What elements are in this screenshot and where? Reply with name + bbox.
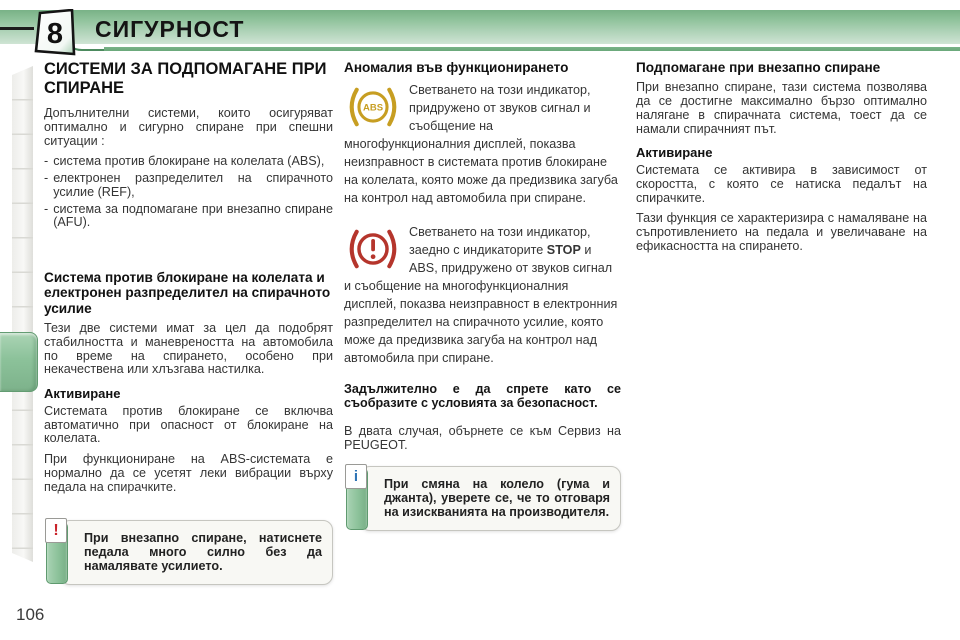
- activation-paragraph: Системата се активира в зависимост от скоростта, с която се натиска педалът на спирачките.: [636, 163, 927, 205]
- abs-warning-lamp-icon: [344, 82, 402, 132]
- sidebar-active-chapter-tab[interactable]: [0, 332, 38, 392]
- chapter-title: СИГУРНОСТ: [95, 16, 245, 42]
- warning-note-box: [53, 520, 333, 584]
- ref-text-after-stop: и ABS, придружено от звуков сигнал и съобщение на многофункционалния дисплей, показва неизправност в електронния разпределител на спирачното усилие, която може да предизвика загуба на контрол над автомобила при спиране.: [344, 243, 618, 366]
- list-item: [44, 155, 333, 169]
- info-note-box: [353, 466, 621, 530]
- activation-title: Активиране: [636, 145, 713, 161]
- header-underline: [104, 47, 960, 51]
- emergency-braking-title: Подпомагане при внезапно спиране: [636, 60, 881, 75]
- brake-warning-lamp-icon: [344, 224, 402, 274]
- brake-indicator-block: [344, 223, 621, 367]
- chapter-number: 8: [46, 18, 64, 50]
- list-item-text: система за подпомагане при внезапно спиране (AFU).: [53, 201, 333, 230]
- warning-note-text: При внезапно спиране, натиснете педала много силно без да намалявате усилието.: [84, 531, 322, 574]
- exclamation-glyph: !: [53, 521, 59, 539]
- chapter-number-badge: [32, 9, 76, 59]
- column-middle: [344, 60, 621, 531]
- abs-indicator-block: [344, 81, 621, 207]
- info-glyph: i: [353, 468, 359, 486]
- list-item-text: електронен разпределител на спирачното усилие (REF),: [53, 171, 333, 199]
- section-title: СИСТЕМИ ЗА ПОДПОМАГАНЕ ПРИ СПИРАНЕ: [44, 60, 327, 97]
- column-right: [636, 60, 927, 261]
- mandatory-stop-text: Задължително е да спрете като се съобразите с условията за безопасност.: [344, 382, 621, 411]
- activation-title: Активиране: [44, 385, 121, 401]
- subsection-title: Система против блокиране на колелата и електронен разпределител на спирачното усилие: [44, 270, 331, 316]
- page-number: 106: [16, 605, 45, 624]
- column-left: [44, 60, 333, 585]
- list-item: [44, 203, 333, 230]
- abs-lamp-label: ABS: [362, 102, 384, 114]
- subsection-body: Тези две системи имат за цел да подобрят стабилността и маневреността на автомобила по време на спирането, особено при некачествена или хлъзгава настилка.: [44, 321, 333, 377]
- info-note-text: При смяна на колело (гума и джанта), уверете се, че то отговаря на изискванията на производителя.: [384, 477, 610, 520]
- abs-indicator-text: Светването на този индикатор, придружено от звуков сигнал и съобщение на многофункционалния дисплей, показва неизправност в системата против блокиране на колелата, която може да предизвика загуба на контрол над автомобила при спиране.: [344, 83, 618, 206]
- list-item: [44, 172, 333, 199]
- warning-icon: [45, 518, 67, 543]
- contact-dealer-text: В двата случая, обърнете се към Сервиз на PEUGEOT.: [344, 423, 621, 452]
- intro-paragraph: Допълнителни системи, които осигуряват оптимално и сигурно спиране при спешни ситуации :: [44, 106, 333, 148]
- bullet-dash: -: [44, 154, 49, 169]
- activation-paragraph: Тази функция се характеризира с намаляване на съпротивлението на педала и увеличаване на ефикасността на спирането.: [636, 211, 927, 253]
- activation-paragraph: Системата против блокиране се включва автоматично при опасност от блокиране на колелата.: [44, 403, 333, 446]
- emergency-braking-intro: При внезапно спиране, тази система позволява да се достигне максимално бързо оптимално налягане в спирачната система, тоест да се намали спирачният път.: [636, 80, 927, 136]
- info-icon: [345, 464, 367, 489]
- bullet-dash: -: [44, 171, 49, 186]
- sidebar-index-tabs: [12, 66, 33, 562]
- bullet-dash: -: [44, 201, 49, 216]
- stop-lamp-label: STOP: [546, 243, 581, 258]
- anomaly-title: Аномалия във функционирането: [344, 60, 569, 75]
- header-left-dash: [0, 27, 34, 30]
- activation-paragraph: При функциониране на ABS-системата е нормално да се усетят леки вибрации върху педала на спирачките.: [44, 452, 333, 494]
- ref-text-before-stop: Светването на този индикатор, заедно с индикаторите: [409, 225, 591, 258]
- list-item-text: система против блокиране на колелата (ABS),: [53, 154, 325, 169]
